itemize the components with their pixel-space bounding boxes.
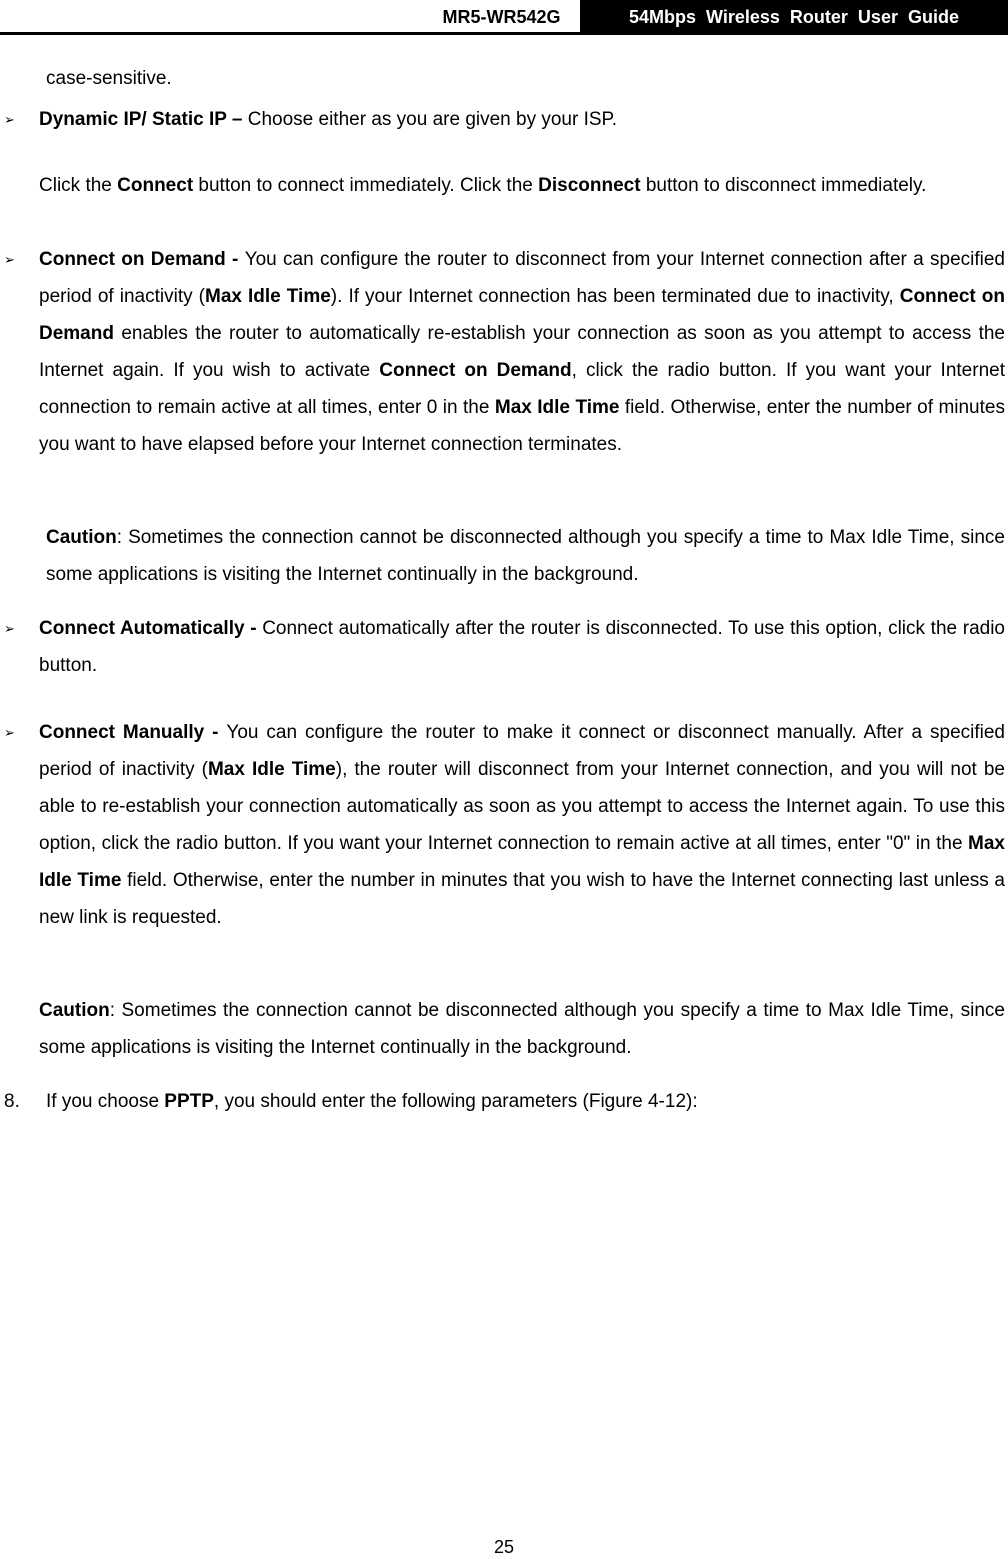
paragraph-dynamic-static-ip [39,101,1005,138]
text: enables the router to automatically re-establish your connection as soon as you attempt to access the Internet again. If you wish to activate [39,323,1005,381]
text: Click the [39,175,118,196]
caution-label: Caution [39,1000,110,1021]
text: ). If your Internet connection has been terminated due to inactivity, [330,286,900,307]
text: button to disconnect immediately. [640,175,927,196]
header-model-name: MR5-WR542G [442,7,561,27]
paragraph-step-pptp [46,1083,1005,1120]
paragraph-connect-manually [39,714,1005,936]
term-max-idle-time: Max Idle Time [494,397,620,418]
term-max-idle-time: Max Idle Time [205,286,331,307]
page-number: 25 [493,1537,515,1557]
caution-note-demand [46,519,1005,593]
bullet-arrow-icon: ➢ [4,112,15,127]
bullet-arrow-icon: ➢ [4,621,15,636]
text: You can configure the router to disconnect from your Internet connection after a specified period of inactivity ( [39,249,1005,307]
text: : Sometimes the connection cannot be disconnected although you specify a time to Max Idle Time, since some applications is visiting the Internet continually in the background. [46,527,1005,585]
term-connect-on-demand: Connect on Demand [379,360,572,381]
header-divider [0,32,1008,35]
term-disconnect: Disconnect [538,175,641,196]
term-dynamic-static-ip: Dynamic IP/ Static IP – [39,109,243,130]
text: ), the router will disconnect from your Internet connection, and you will not be able to re-establish your connection automatically as soon as you attempt to access the Internet again. To use this option, click the radio button. If you want your Internet connection to remain active at all times, enter "0" in the [39,759,1005,854]
text: field. Otherwise, enter the number in minutes that you wish to have the Internet connecting last unless a new link is requested. [39,870,1005,928]
text: You can configure the router to make it connect or disconnect manually. After a specified period of inactivity ( [39,722,1005,780]
term-connect-manually: Connect Manually - [39,722,227,743]
paragraph-case-sensitive: case-sensitive. [46,68,172,89]
term-connect-automatically: Connect Automatically - [39,618,263,639]
text: , you should enter the following parameters (Figure 4-12): [213,1091,698,1112]
text: button to connect immediately. Click the [193,175,539,196]
text: : Sometimes the connection cannot be disconnected although you specify a time to Max Idle Time, since some applications is visiting the Internet continually in the background. [39,1000,1005,1058]
term-connect-on-demand: Connect on Demand [39,286,1005,344]
step-number: 8. [4,1091,20,1112]
paragraph-connect-disconnect [39,167,1005,204]
bullet-arrow-icon: ➢ [4,252,15,267]
bullet-arrow-icon: ➢ [4,725,15,740]
text-dynamic-desc: Choose either as you are given by your ISP. [242,109,618,130]
term-pptp: PPTP [164,1091,214,1112]
text: If you choose [46,1091,165,1112]
caution-label: Caution [46,527,117,548]
term-connect-on-demand: Connect on Demand - [39,249,245,270]
term-max-idle-time: Max Idle Time [39,833,1005,891]
text: , click the radio button. If you want your Internet connection to remain active at all times, enter 0 in the [39,360,1005,418]
term-connect: Connect [117,175,194,196]
term-max-idle-time: Max Idle Time [207,759,336,780]
paragraph-connect-automatically [39,610,1005,684]
text: field. Otherwise, enter the number of minutes you want to have elapsed before your Internet connection terminates. [39,397,1005,455]
text: Connect automatically after the router is disconnected. To use this option, click the radio button. [39,618,1005,676]
caution-note-manual [39,992,1005,1066]
paragraph-connect-on-demand [39,241,1005,463]
header-guide-title: 54Mbps Wireless Router User Guide [580,0,1008,33]
